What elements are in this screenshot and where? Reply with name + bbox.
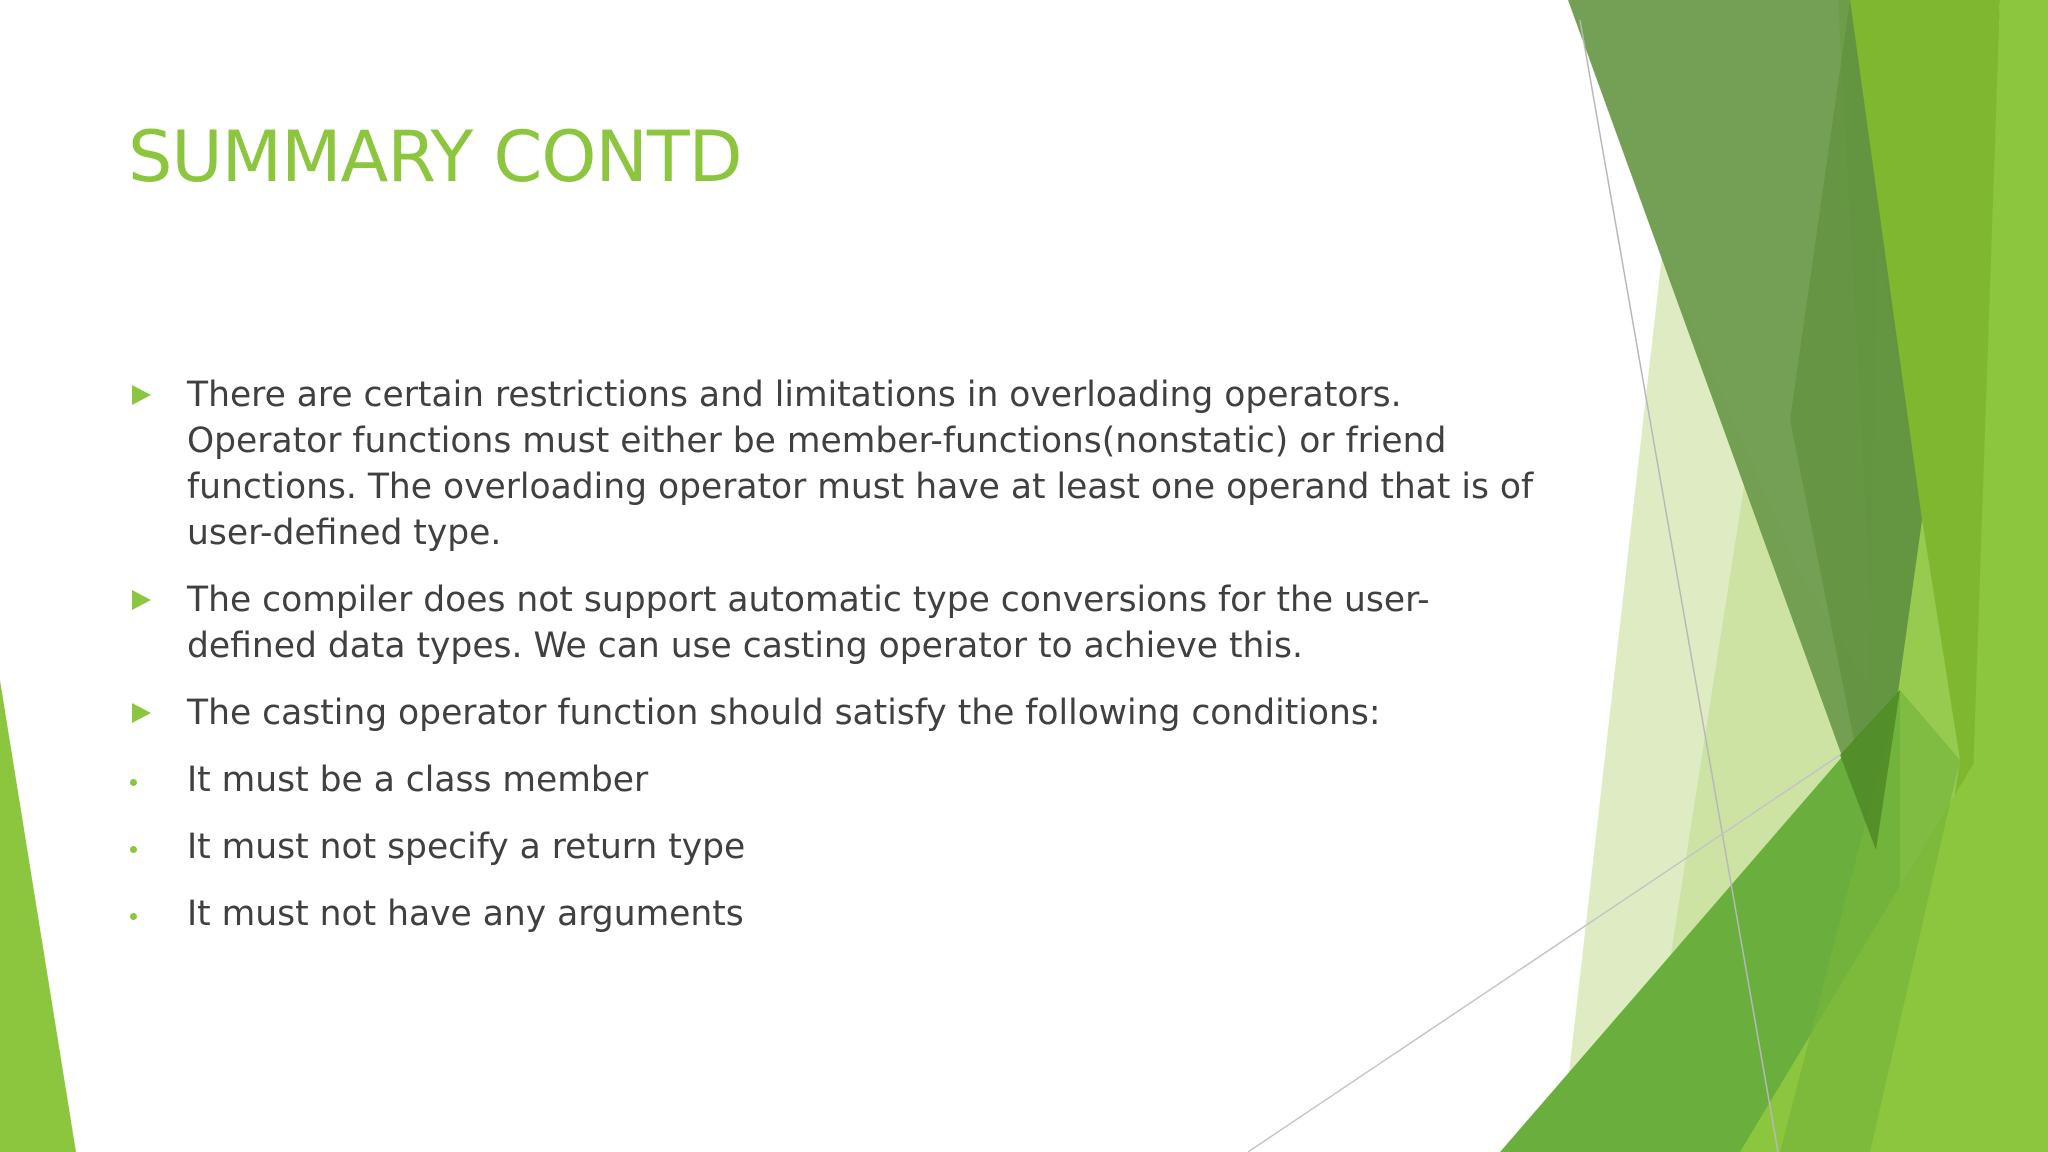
bullet-text: It must not have any arguments: [187, 894, 744, 934]
list-item: [128, 372, 1558, 556]
list-item: [128, 891, 1558, 937]
list-item: [128, 577, 1558, 669]
dot-bullet-icon: [130, 846, 137, 853]
bullet-text: It must be a class member: [187, 760, 649, 800]
dot-bullet-icon: [130, 779, 137, 786]
triangle-bullet-icon: [130, 589, 152, 611]
slide-title: SUMMARY CONTD: [128, 116, 742, 198]
triangle-bullet-icon: [130, 702, 152, 724]
list-item: [128, 824, 1558, 870]
list-item: [128, 757, 1558, 803]
triangle-bullet-icon: [130, 384, 152, 406]
bullet-text: The compiler does not support automatic type conversions for the user-defined data types. We can use casting operator to achieve this.: [187, 580, 1430, 666]
bullet-text: It must not specify a return type: [187, 827, 746, 867]
bullet-list: [128, 372, 1558, 958]
dot-bullet-icon: [130, 913, 137, 920]
bullet-text: The casting operator function should satisfy the following conditions:: [187, 693, 1381, 733]
list-item: [128, 690, 1558, 736]
bullet-text: There are certain restrictions and limitations in overloading operators. Operator functions must either be member-functions(nonstatic) or friend functions. The overloading operator must have at least one operand that is of user-defined type.: [187, 375, 1534, 553]
